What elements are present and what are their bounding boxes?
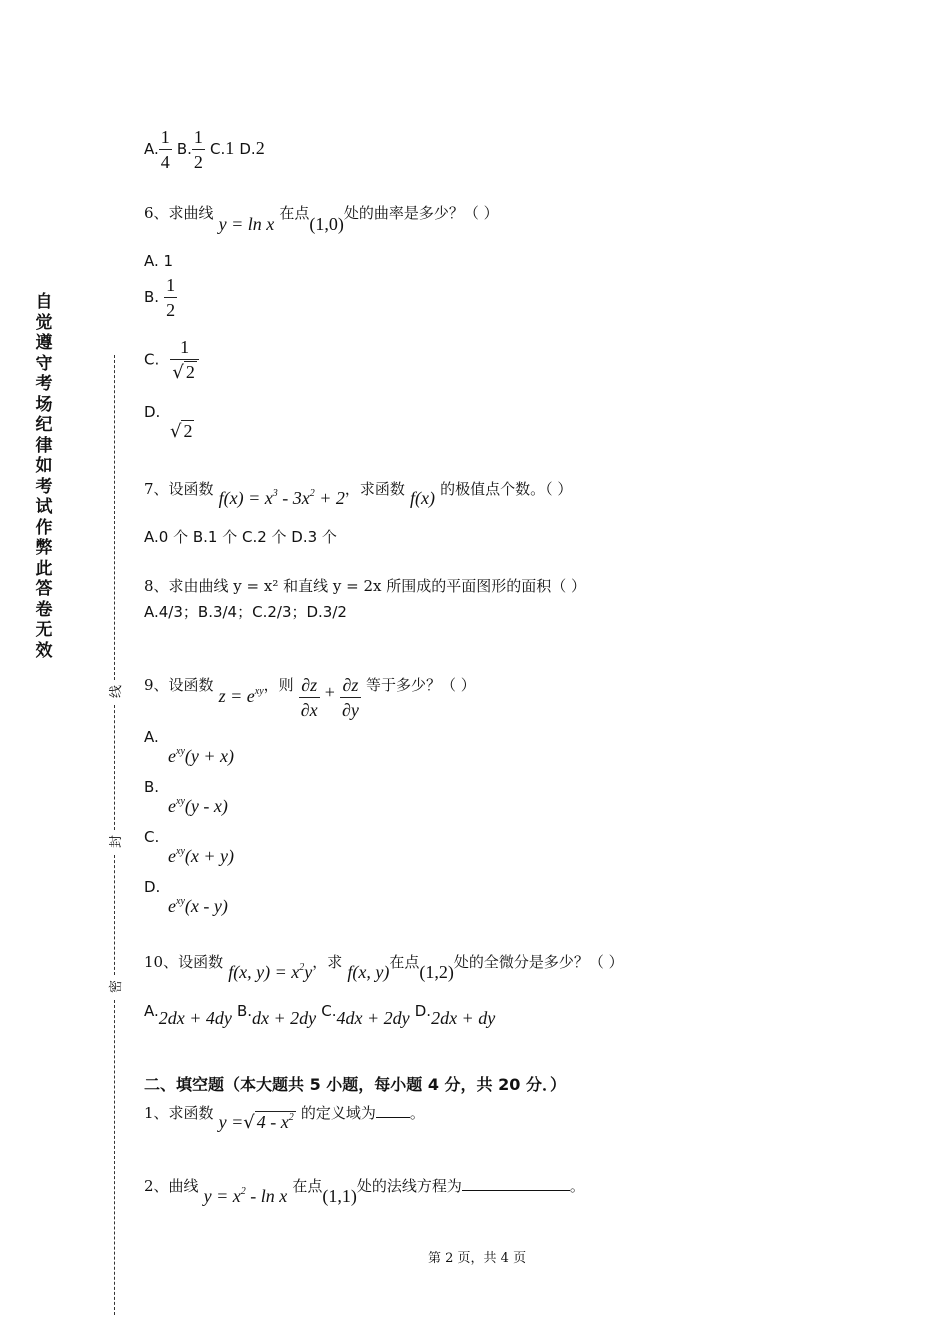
q5-options: A. $\frac{1}{4}$ B. $\frac{1}{2}$ C.1 D.2 [144,127,265,172]
fill-blank-1[interactable] [376,1117,410,1118]
seal-line-bottom [114,1000,115,1315]
q9-option-b: B. $e^{xy}(y - x)$ [144,778,228,816]
seal-line-lower [114,855,115,975]
exam-discipline-warning: 自觉遵守考场纪律如考试作弊此答卷无效 [35,292,53,661]
q9-option-c: C. $e^{xy}(x + y)$ [144,828,235,866]
seal-line-mid [114,705,115,830]
page-footer: 第 2 页，共 4 页 [428,1251,527,1266]
question-6: 6、求曲线 y = ln x 在点(1,0)处的曲率是多少？（ ） [144,204,499,234]
question-10: 10、设函数 f(x, $y) = x^2y$，求 f(x, y)在点(1,2)处的全微分是多少？（ ） [144,953,624,982]
q6-option-a: A. 1 [144,252,174,270]
question-8: 8、求由曲线 y = x² 和直线 y = 2x 所围成的平面图形的面积（ ） [144,577,587,595]
seal-label-xian: 线 [109,684,125,699]
q8-options: A.4/3；B.3/4；C.2/3；D.3/2 [144,603,347,621]
q7-options: A.0 个 B.1 个 C.2 个 D.3 个 [144,528,337,546]
q9-option-d: D. $e^{xy}(x - y)$ [144,878,228,916]
q6-option-c: C. $\frac{1}{√ 2}$ [144,338,199,382]
seal-label-mi: 密 [109,979,125,994]
seal-label-feng: 封 [109,834,125,849]
fill-blank-2[interactable] [462,1190,570,1191]
question-7: 7、设函数 $f(x) = x^3 - 3x^2 + 2$，求函数 f(x) 的极值点个数。（ ） [144,480,573,508]
question-9: 9、设函数 $z = e^{xy}$，则 $\frac{\partial z}{\partial x}$ + $\frac{\partial z}{\partial y}$ 等于多少？（ ） [144,675,476,720]
q6-option-b: B. $\frac{1}{2}$ [144,275,176,320]
section-2-title: 二、填空题（本大题共 5 小题，每小题 4 分，共 20 分．） [144,1075,566,1094]
q9-option-a: A. $e^{xy}(y + x)$ [144,728,235,766]
fill-question-2: 2、曲线 $y = x^2 - \ln x$ 在点(1,1)处的法线方程为 。 [144,1177,585,1206]
q10-options: A.2dx + 4dy B.dx + 2dy C.4dx + 2dy D.2dx + dy [144,1002,496,1028]
seal-line-top [114,355,115,680]
q6-option-d: D. √ 2 [144,403,193,442]
fill-question-1: 1、求函数 y =√ $4 - x^2$ 的定义域为 。 [144,1104,425,1133]
